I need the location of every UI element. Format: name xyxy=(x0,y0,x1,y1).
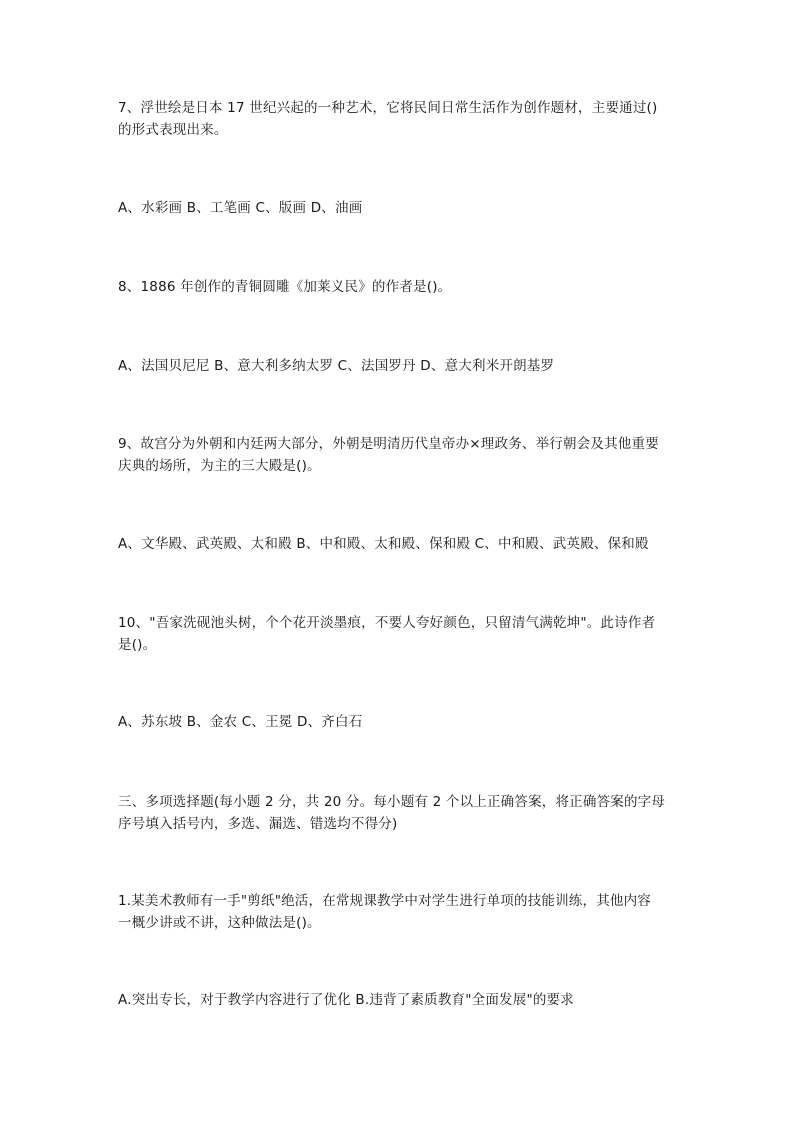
question-8-line-1: 8、1886 年创作的青铜圆雕《加莱义民》的作者是()。 xyxy=(118,279,452,295)
question-9-options xyxy=(118,533,678,555)
multi-question-1-text xyxy=(118,890,678,934)
question-7-options-line: A、水彩画 B、工笔画 C、版画 D、油画 xyxy=(118,200,363,216)
question-10-options xyxy=(118,711,678,733)
question-9-options-line: A、文华殿、武英殿、太和殿 B、中和殿、太和殿、保和殿 C、中和殿、武英殿、保和殿 xyxy=(118,536,649,552)
question-9-text xyxy=(118,433,678,477)
multi-question-1-line-1: 1.某美术教师有一手"剪纸"绝活，在常规课教学中对学生进行单项的技能训练，其他内容 xyxy=(118,893,651,909)
question-10-options-line: A、苏东坡 B、金农 C、王冕 D、齐白石 xyxy=(118,714,363,730)
section-3-heading xyxy=(118,791,678,835)
question-8-text xyxy=(118,276,678,298)
question-7-text xyxy=(118,97,678,141)
question-7-line-2: 的形式表现出来。 xyxy=(118,122,228,138)
question-9-line-1: 9、故宫分为外朝和内廷两大部分，外朝是明清历代皇帝办×理政务、举行朝会及其他重要 xyxy=(118,436,659,452)
question-10-text xyxy=(118,612,678,656)
question-9-line-2: 庆典的场所，为主的三大殿是()。 xyxy=(118,458,321,474)
question-10-line-1: 10、"吾家洗砚池头树，个个花开淡墨痕，不要人夸好颜色，只留清气满乾坤"。此诗作者 xyxy=(118,615,656,631)
question-8-options-line: A、法国贝尼尼 B、意大利多纳太罗 C、法国罗丹 D、意大利米开朗基罗 xyxy=(118,358,555,374)
multi-question-1-line-2: 一概少讲或不讲，这种做法是()。 xyxy=(118,915,321,931)
multi-question-1-options-line: A.突出专长，对于教学内容进行了优化 B.违背了素质教育"全面发展"的要求 xyxy=(118,992,574,1008)
question-7-line-1: 7、浮世绘是日本 17 世纪兴起的一种艺术，它将民间日常生活作为创作题材，主要通过() xyxy=(118,100,658,116)
question-8-options xyxy=(118,355,678,377)
multi-question-1-options xyxy=(118,989,678,1011)
question-10-line-2: 是()。 xyxy=(118,637,157,653)
section-3-line-2: 序号填入括号内，多选、漏选、错选均不得分) xyxy=(118,816,398,832)
question-7-options xyxy=(118,197,678,219)
section-3-line-1: 三、多项选择题(每小题 2 分，共 20 分。每小题有 2 个以上正确答案，将正确答案的字母 xyxy=(118,794,666,810)
